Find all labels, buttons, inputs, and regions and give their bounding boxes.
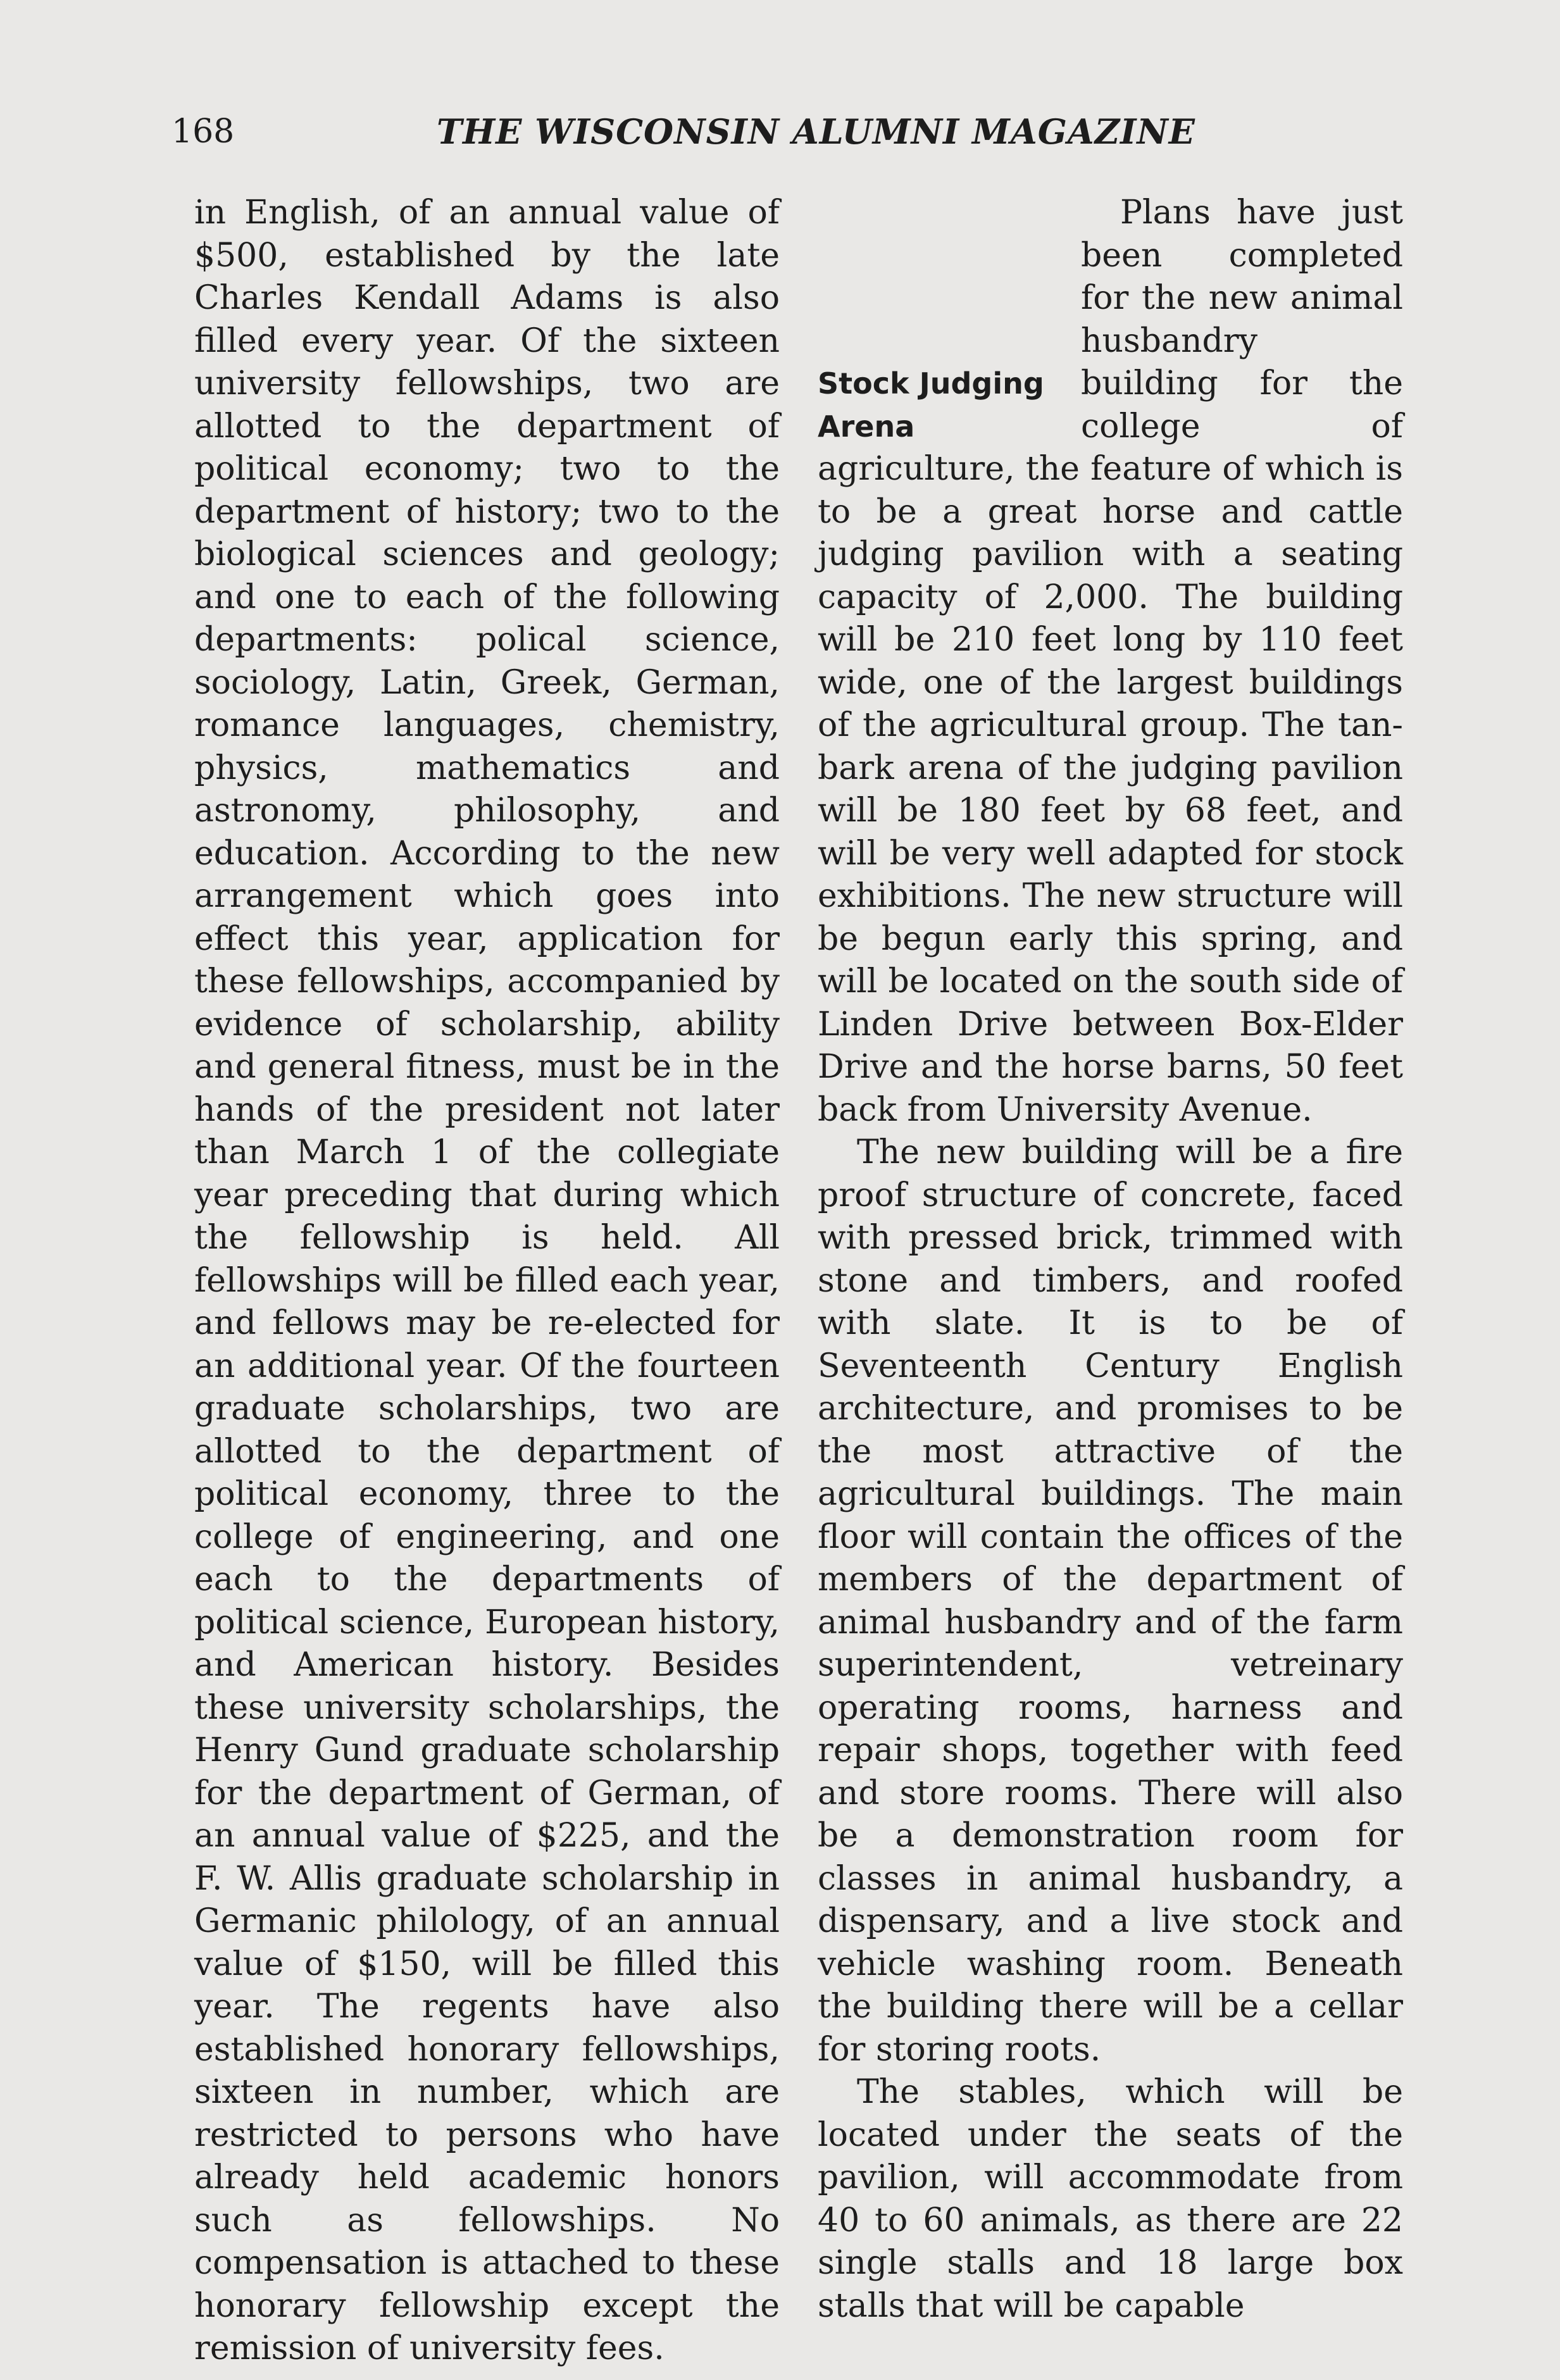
judging-pavilion-paragraph: Plans have just been completed for the new animal husbandry building for the college of agriculture, the feature of which is to be a great horse and cattle judging pavilion with a seating capacity of 2,000. The building will be 210 feet long by 110 feet wide, one of the largest buildings of the agricultural group. The tan-bark arena of the judging pavilion will be 180 feet by 68 feet, and will be very well adapted for stock exhibitions. The new structure will be begun early this spring, and will be located on the south side of Linden Drive between Box-Elder Drive and the horse barns, 50 feet back from University Avenue.	[818, 194, 1403, 1129]
stables-paragraph: The stables, which will be located under the seats of the pavilion, will accommodate from 40 to 60 animals, as there are 22 single stalls and 18 large box stalls that will be capable	[818, 2073, 1403, 2325]
right-column	[818, 192, 1403, 2327]
building-description-paragraph: The new building will be a fire proof structure of concrete, faced with pressed brick, trimmed with stone and timbers, and roofed with slate. It is to be of Seventeenth Century English architecture, and promises to be the most attractive of the agricultural buildings. The main floor will contain the offices of the members of the department of animal husbandry and of the farm superintendent, vetreinary operating rooms, harness and repair shops, together with feed and store rooms. There will also be a demonstration room for classes in animal husbandry, a dispensary, and a live stock and vehicle washing room. Beneath the building there will be a cellar for storing roots.	[818, 1133, 1403, 2069]
page-number: 168	[172, 113, 235, 151]
left-column	[194, 192, 780, 2371]
fellowships-paragraph: in English, of an annual value of $500, established by the late Charles Kendall Adams is also filled every year. Of the sixteen university fellowships, two are allotted to the department of political economy; two to the department of history; two to the biological sciences and geology; and one to each of the following departments: polical science, sociology, Latin, Greek, German, romance languages, chemistry, physics, mathematics and astronomy, philosophy, and education. According to the new arrangement which goes into effect this year, application for these fellowships, accompanied by evidence of scholarship, ability and general fitness, must be in the hands of the president not later than March 1 of the collegiate year preceding that during which the fellowship is held. All fellowships will be filled each year, and fellows may be re-elected for an additional year. Of the fourteen graduate scholarships, two are allotted to the department of political economy, three to the college of engineering, and one each to the departments of political science, European history, and American history. Besides these university scholarships, the Henry Gund graduate scholarship for the department of German, of an annual value of $225, and the F. W. Allis graduate scholarship in Germanic philology, of an annual value of $150, will be filled this year. The regents have also established honorary fellowships, sixteen in number, which are restricted to persons who have already held academic honors such as fellowships. No compensation is attached to these honorary fellowship except the remission of university fees.	[194, 194, 780, 2367]
stock-judging-arena-sidehead: Stock Judging Arena	[818, 366, 1044, 444]
magazine-title: THE WISCONSIN ALUMNI MAGAZINE	[437, 111, 1195, 152]
